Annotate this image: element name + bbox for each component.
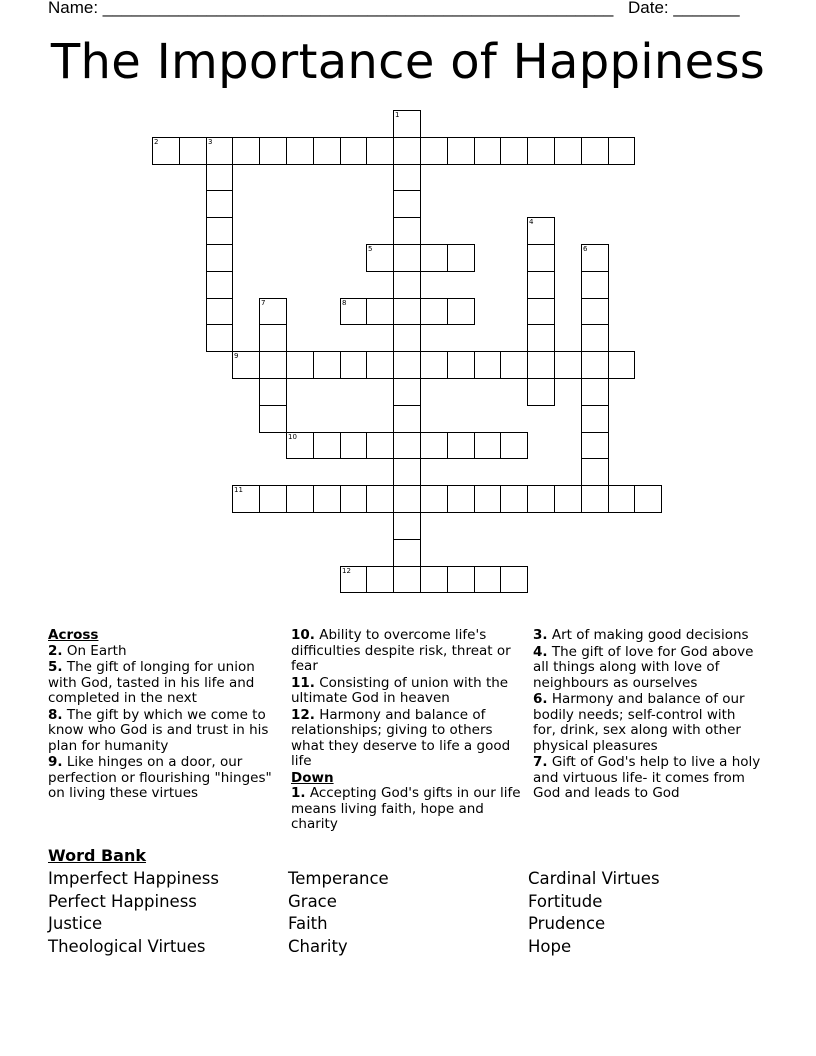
crossword-cell[interactable] bbox=[393, 244, 421, 272]
crossword-cell[interactable] bbox=[581, 298, 609, 325]
word-bank-item: Perfect Happiness bbox=[48, 891, 197, 911]
crossword-cell[interactable] bbox=[393, 458, 421, 486]
crossword-cell[interactable] bbox=[527, 351, 555, 379]
clue-number-label: 6 bbox=[583, 245, 588, 253]
crossword-cell[interactable] bbox=[393, 512, 421, 540]
crossword-cell[interactable] bbox=[393, 190, 421, 218]
clue-number: 10. bbox=[291, 627, 315, 643]
clue-number-label: 5 bbox=[368, 245, 373, 253]
word-bank-item: Theological Virtues bbox=[48, 936, 206, 956]
clue-number-label: 3 bbox=[208, 138, 213, 146]
clues-column-3 bbox=[533, 628, 761, 803]
crossword-cell[interactable] bbox=[581, 458, 609, 486]
crossword-cell[interactable] bbox=[581, 137, 609, 165]
clue-down-6 bbox=[533, 692, 761, 754]
crossword-cell[interactable] bbox=[313, 485, 341, 513]
clue-number: 7. bbox=[533, 754, 548, 770]
crossword-cell[interactable] bbox=[393, 378, 421, 406]
crossword-cell[interactable] bbox=[554, 137, 582, 165]
crossword-cell[interactable] bbox=[420, 137, 448, 165]
clue-down-4 bbox=[533, 645, 761, 692]
crossword-cell[interactable] bbox=[634, 485, 662, 513]
word-bank-item: Prudence bbox=[528, 914, 606, 934]
word-bank-column-3 bbox=[528, 868, 660, 958]
clue-text: The gift by which we come to know who God is and trust in his plan for humanity bbox=[48, 706, 269, 754]
crossword-cell[interactable] bbox=[393, 298, 421, 325]
crossword-cell[interactable] bbox=[206, 244, 233, 272]
date-line[interactable]: Date: _______ bbox=[628, 0, 740, 17]
crossword-cell[interactable] bbox=[554, 351, 582, 379]
word-bank-item: Charity bbox=[288, 936, 348, 956]
clues-column-1 bbox=[48, 628, 280, 803]
crossword-cell[interactable] bbox=[581, 351, 609, 379]
clue-number: 6. bbox=[533, 691, 548, 707]
clue-number-label: 8 bbox=[342, 299, 347, 307]
clue-text: The gift of longing for union with God, tasted in his life and completed in the next bbox=[48, 659, 255, 706]
crossword-cell[interactable] bbox=[447, 566, 475, 593]
crossword-cell[interactable] bbox=[393, 405, 421, 433]
clue-number: 9. bbox=[48, 754, 63, 770]
crossword-cell[interactable] bbox=[340, 137, 367, 165]
clue-number: 3. bbox=[533, 627, 548, 643]
crossword-cell[interactable] bbox=[527, 137, 555, 165]
crossword-cell[interactable] bbox=[259, 137, 287, 165]
crossword-cell[interactable] bbox=[366, 351, 394, 379]
crossword-cell[interactable] bbox=[581, 324, 609, 352]
word-bank-column-2 bbox=[288, 868, 389, 958]
crossword-cell[interactable] bbox=[232, 137, 260, 165]
crossword-cell[interactable] bbox=[313, 351, 341, 379]
word-bank-item: Grace bbox=[288, 891, 337, 911]
crossword-cell[interactable] bbox=[206, 271, 233, 299]
crossword-cell[interactable] bbox=[206, 164, 233, 191]
crossword-cell[interactable] bbox=[527, 271, 555, 299]
crossword-cell[interactable] bbox=[527, 485, 555, 513]
crossword-cell[interactable] bbox=[447, 244, 475, 272]
clue-across-2 bbox=[48, 644, 280, 660]
clue-down-7 bbox=[533, 755, 761, 802]
crossword-cell[interactable] bbox=[206, 190, 233, 218]
clue-text: Like hinges on a door, our perfection or flourishing "hinges" on living these virtues bbox=[48, 754, 272, 801]
across-heading: Across bbox=[48, 627, 99, 643]
clue-across-12 bbox=[291, 708, 527, 770]
crossword-cell[interactable] bbox=[420, 566, 448, 593]
crossword-cell[interactable] bbox=[447, 351, 475, 379]
crossword-cell[interactable] bbox=[474, 485, 501, 513]
crossword-cell[interactable] bbox=[286, 137, 314, 165]
clue-across-8 bbox=[48, 708, 280, 755]
crossword-cell[interactable] bbox=[447, 485, 475, 513]
clue-number-label: 4 bbox=[529, 218, 534, 226]
crossword-cell[interactable] bbox=[420, 244, 448, 272]
crossword-cell[interactable] bbox=[420, 351, 448, 379]
crossword-cell[interactable] bbox=[420, 298, 448, 325]
crossword-cell[interactable] bbox=[393, 271, 421, 299]
crossword-cell[interactable] bbox=[286, 485, 314, 513]
crossword-cell[interactable] bbox=[313, 432, 341, 459]
crossword-cell[interactable] bbox=[393, 539, 421, 567]
clue-number: 5. bbox=[48, 659, 63, 675]
clue-text: Harmony and balance of relationships; giving to others what they deserve to life a good life bbox=[291, 706, 511, 769]
crossword-cell[interactable] bbox=[581, 378, 609, 406]
crossword-cell[interactable] bbox=[527, 298, 555, 325]
word-bank-item: Fortitude bbox=[528, 891, 603, 911]
word-bank-title: Word Bank bbox=[48, 846, 147, 865]
crossword-cell[interactable] bbox=[366, 432, 394, 459]
crossword-cell[interactable] bbox=[259, 485, 287, 513]
crossword-cell[interactable] bbox=[500, 566, 528, 593]
crossword-cell[interactable] bbox=[527, 324, 555, 352]
crossword-cell[interactable] bbox=[259, 378, 287, 406]
crossword-cell[interactable] bbox=[393, 164, 421, 191]
crossword-cell[interactable] bbox=[554, 485, 582, 513]
name-line[interactable]: Name: ______________________________________________________ bbox=[48, 0, 614, 17]
clue-across-10 bbox=[291, 628, 527, 675]
crossword-cell[interactable] bbox=[527, 378, 555, 406]
clue-number-label: 12 bbox=[342, 567, 351, 575]
crossword-cell[interactable] bbox=[259, 351, 287, 379]
clue-number-label: 10 bbox=[288, 433, 297, 441]
clue-number: 12. bbox=[291, 706, 315, 723]
crossword-cell[interactable] bbox=[393, 137, 421, 165]
clue-down-3 bbox=[533, 628, 761, 644]
crossword-cell[interactable] bbox=[447, 432, 475, 459]
clue-down-1 bbox=[291, 786, 527, 833]
crossword-cell[interactable] bbox=[179, 137, 207, 165]
crossword-cell[interactable] bbox=[340, 485, 367, 513]
crossword-cell[interactable] bbox=[500, 351, 528, 379]
crossword-cell[interactable] bbox=[447, 137, 475, 165]
crossword-cell[interactable] bbox=[447, 298, 475, 325]
clue-number-label: 2 bbox=[154, 138, 159, 146]
crossword-cell[interactable] bbox=[259, 405, 287, 433]
crossword-cell[interactable] bbox=[393, 485, 421, 513]
crossword-cell[interactable] bbox=[313, 137, 341, 165]
clue-number-label: 7 bbox=[261, 299, 266, 307]
crossword-cell[interactable] bbox=[608, 351, 635, 379]
clue-text: The gift of love for God above all things along with love of neighbours as ourselves bbox=[533, 643, 754, 691]
crossword-cell[interactable] bbox=[581, 432, 609, 459]
crossword-cell[interactable] bbox=[500, 137, 528, 165]
crossword-cell[interactable] bbox=[608, 137, 635, 165]
word-bank-item: Faith bbox=[288, 914, 328, 934]
crossword-cell[interactable] bbox=[366, 137, 394, 165]
crossword-cell[interactable] bbox=[366, 485, 394, 513]
word-bank-item: Imperfect Happiness bbox=[48, 869, 219, 888]
clue-text: Consisting of union with the ultimate God in heaven bbox=[291, 674, 509, 706]
clue-number: 4. bbox=[533, 643, 548, 660]
clue-number-label: 1 bbox=[395, 111, 400, 119]
crossword-cell[interactable] bbox=[340, 432, 367, 459]
word-bank-item: Cardinal Virtues bbox=[528, 869, 660, 888]
word-bank-item: Hope bbox=[528, 936, 572, 956]
crossword-cell[interactable] bbox=[206, 324, 233, 352]
crossword-cell[interactable] bbox=[206, 217, 233, 245]
crossword-cell[interactable] bbox=[393, 351, 421, 379]
crossword-cell[interactable] bbox=[608, 485, 635, 513]
crossword-cell[interactable] bbox=[340, 351, 367, 379]
crossword-cell[interactable] bbox=[420, 485, 448, 513]
crossword-cell[interactable] bbox=[366, 298, 394, 325]
clue-number-label: 9 bbox=[234, 352, 239, 360]
crossword-cell[interactable] bbox=[366, 566, 394, 593]
clue-across-11 bbox=[291, 676, 527, 707]
clue-number: 1. bbox=[291, 785, 306, 801]
clue-text: Harmony and balance of our bodily needs; self-control with for, drink, sex along with other physical pleasures bbox=[533, 691, 745, 754]
crossword-cell[interactable] bbox=[500, 432, 528, 459]
crossword-cell[interactable] bbox=[500, 485, 528, 513]
word-bank-item: Temperance bbox=[288, 869, 389, 888]
clue-text: On Earth bbox=[66, 642, 127, 659]
crossword-cell[interactable] bbox=[206, 298, 233, 325]
clue-text: Art of making good decisions bbox=[551, 627, 749, 643]
crossword-cell[interactable] bbox=[420, 432, 448, 459]
crossword-cell[interactable] bbox=[393, 324, 421, 352]
clue-number: 2. bbox=[48, 642, 63, 659]
crossword-cell[interactable] bbox=[581, 485, 609, 513]
page-title: The Importance of Happiness bbox=[50, 34, 766, 90]
crossword-cell[interactable] bbox=[474, 432, 501, 459]
word-bank-column-1 bbox=[48, 868, 219, 958]
crossword-cell[interactable] bbox=[581, 405, 609, 433]
word-bank-item: Justice bbox=[48, 914, 103, 934]
clue-text: Gift of God's help to live a holy and virtuous life- it comes from God and leads to God bbox=[533, 754, 761, 801]
clue-text: Ability to overcome life's difficulties despite risk, threat or fear bbox=[291, 627, 511, 674]
crossword-cell[interactable] bbox=[259, 324, 287, 352]
crossword-cell[interactable] bbox=[474, 137, 501, 165]
clue-text: Accepting God's gifts in our life means living faith, hope and charity bbox=[291, 785, 521, 832]
crossword-cell[interactable] bbox=[393, 217, 421, 245]
crossword-cell[interactable] bbox=[474, 566, 501, 593]
clue-number: 8. bbox=[48, 706, 63, 723]
down-heading: Down bbox=[291, 769, 334, 786]
crossword-cell[interactable] bbox=[393, 566, 421, 593]
clue-number-label: 11 bbox=[234, 486, 243, 494]
clue-across-9 bbox=[48, 755, 280, 802]
crossword-cell[interactable] bbox=[474, 351, 501, 379]
clue-number: 11. bbox=[291, 674, 315, 691]
crossword-cell[interactable] bbox=[393, 432, 421, 459]
crossword-cell[interactable] bbox=[581, 271, 609, 299]
crossword-cell[interactable] bbox=[286, 351, 314, 379]
clues-column-2 bbox=[291, 628, 527, 834]
clue-across-5 bbox=[48, 660, 280, 707]
crossword-cell[interactable] bbox=[527, 244, 555, 272]
